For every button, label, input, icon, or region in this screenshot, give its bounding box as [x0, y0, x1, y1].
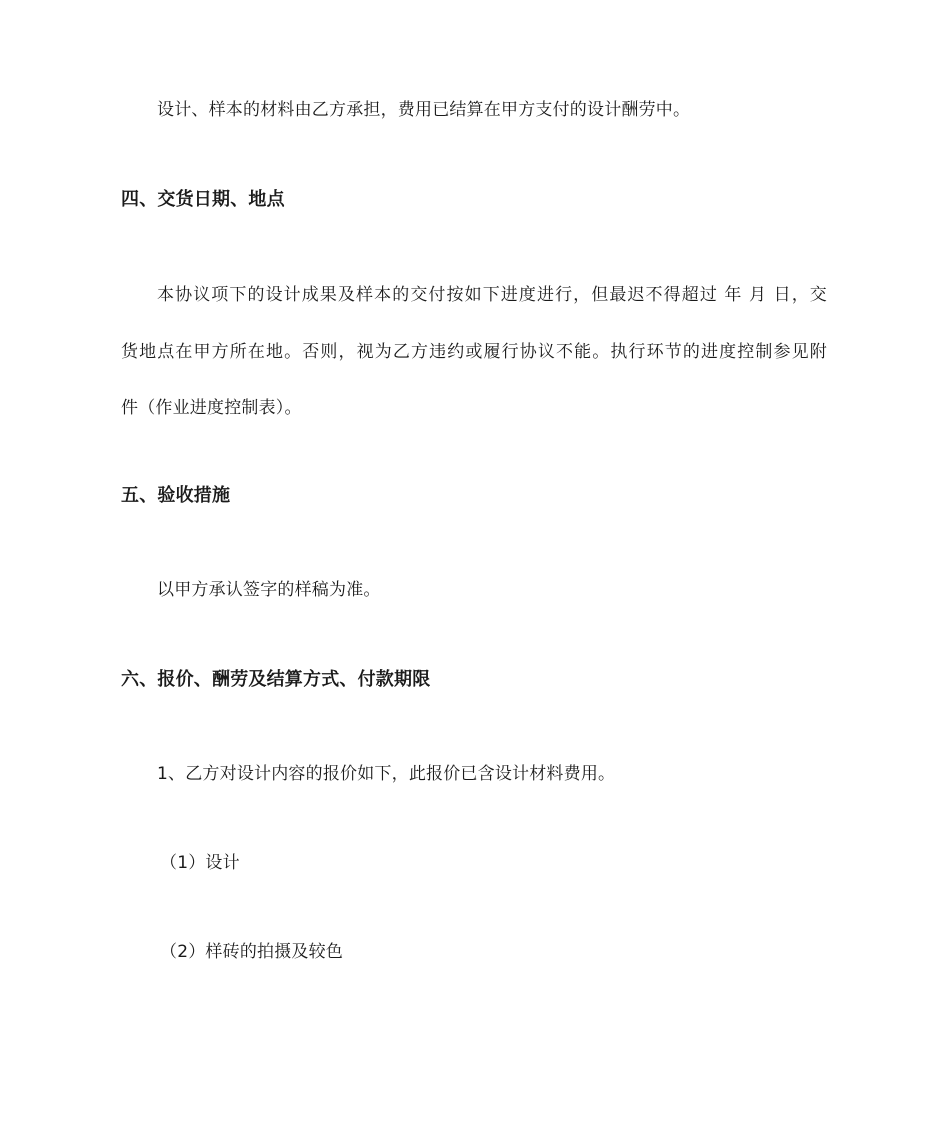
section-6-subitem-2: （2）样砖的拍摄及较色 [160, 942, 344, 962]
section-6-item-1: 1、乙方对设计内容的报价如下，此报价已含设计材料费用。 [157, 764, 616, 784]
section-4-title: 四、交货日期、地点 [121, 189, 285, 210]
section-4-paragraph-line-2: 货地点在甲方所在地。否则，视为乙方违约或履行协议不能。执行环节的进度控制参见附 [121, 342, 827, 362]
section-6-subitem-1: （1）设计 [160, 853, 240, 873]
section-5-paragraph: 以甲方承认签字的样稿为准。 [157, 580, 381, 600]
section-4-paragraph-line-1: 本协议项下的设计成果及样本的交付按如下进度进行，但最迟不得超过 年 月 日，交 [157, 285, 827, 305]
section-4-paragraph-line-3: 件（作业进度控制表）。 [121, 398, 302, 418]
section-5-title: 五、验收措施 [121, 485, 231, 506]
paragraph-materials: 设计、样本的材料由乙方承担，费用已结算在甲方支付的设计酬劳中。 [157, 100, 691, 120]
section-6-title: 六、报价、酬劳及结算方式、付款期限 [121, 669, 431, 690]
